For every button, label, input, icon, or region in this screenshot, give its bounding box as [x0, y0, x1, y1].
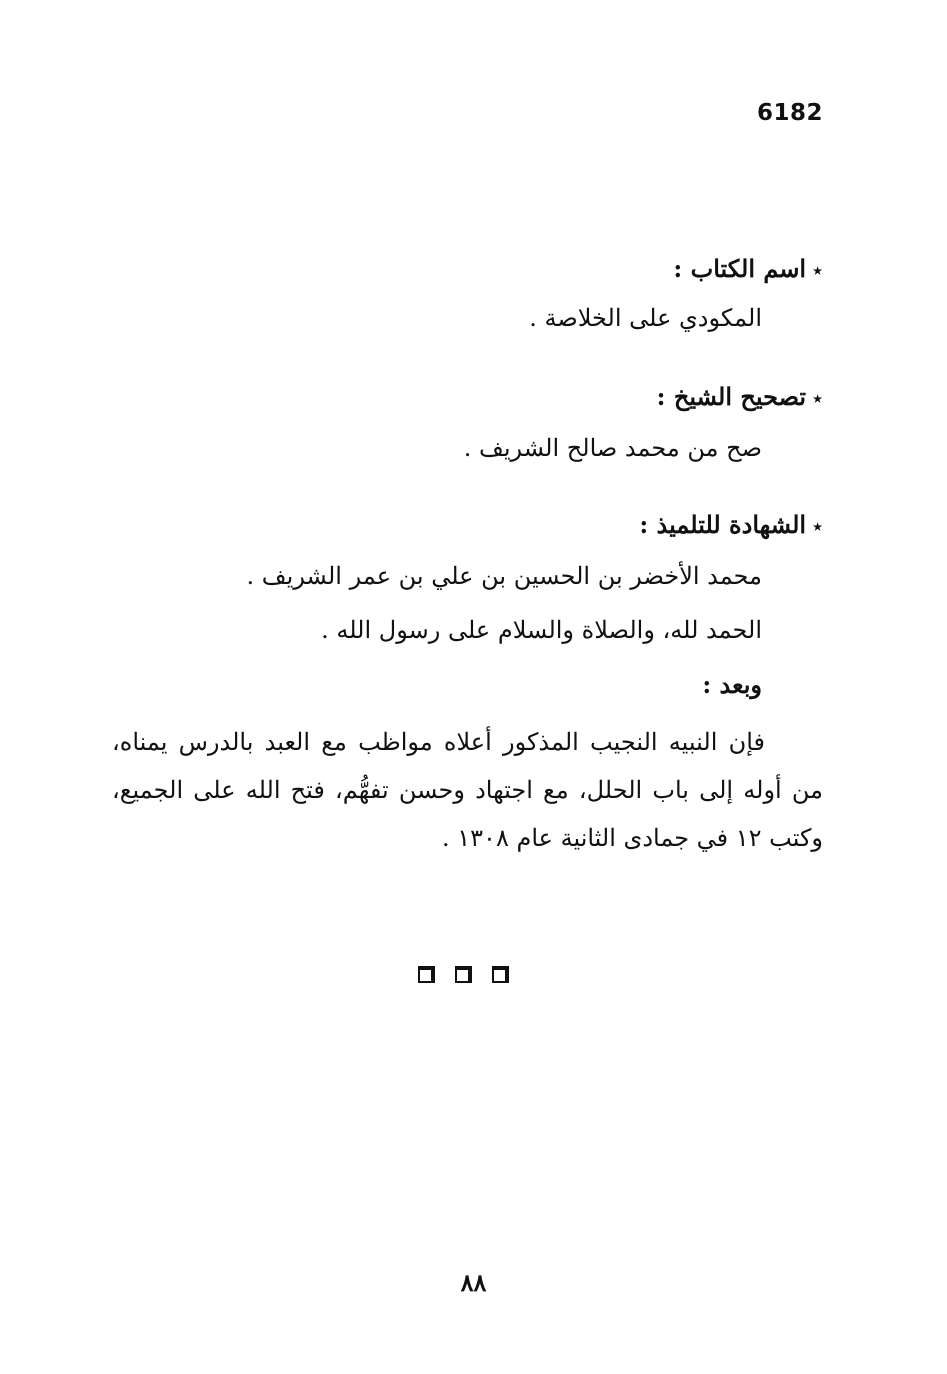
subheading-and-then: وبعد : [702, 670, 762, 699]
document-number: 6182 [756, 100, 823, 126]
heading-label: الشهادة للتلميذ : [639, 510, 807, 539]
star-bullet-icon: ٭ [812, 258, 823, 282]
book-title-heading [673, 254, 823, 283]
star-bullet-icon: ٭ [812, 386, 823, 410]
star-bullet-icon: ٭ [812, 514, 823, 538]
certificate-paragraph-text: فإن النبيه النجيب المذكور أعلاه مواظب مع العبد بالدرس يمناه، من أوله إلى باب الحلل، مع اجتهاد وحسن تفهُّم، فتح الله على الجميع، وكتب ١٢ في جمادى الثانية عام ١٣٠٨ . [112, 728, 823, 852]
heading-label: اسم الكتاب : [673, 254, 807, 283]
box-ornament-icon [455, 966, 472, 983]
box-ornament-icon [418, 966, 435, 983]
certificate-paragraph [112, 718, 823, 862]
sheikh-correction-value: صح من محمد صالح الشريف . [463, 434, 762, 462]
student-name-line: محمد الأخضر بن الحسين بن علي بن عمر الشريف . [246, 562, 762, 590]
student-certificate-heading [639, 510, 823, 539]
page-number: ٨٨ [460, 1268, 487, 1297]
book-title-value: المكودي على الخلاصة . [529, 304, 762, 332]
section-separator [418, 966, 509, 983]
heading-label: تصحيح الشيخ : [656, 382, 807, 411]
box-ornament-icon [492, 966, 509, 983]
sheikh-correction-heading [657, 382, 823, 411]
praise-line: الحمد لله، والصلاة والسلام على رسول الله . [321, 616, 762, 644]
